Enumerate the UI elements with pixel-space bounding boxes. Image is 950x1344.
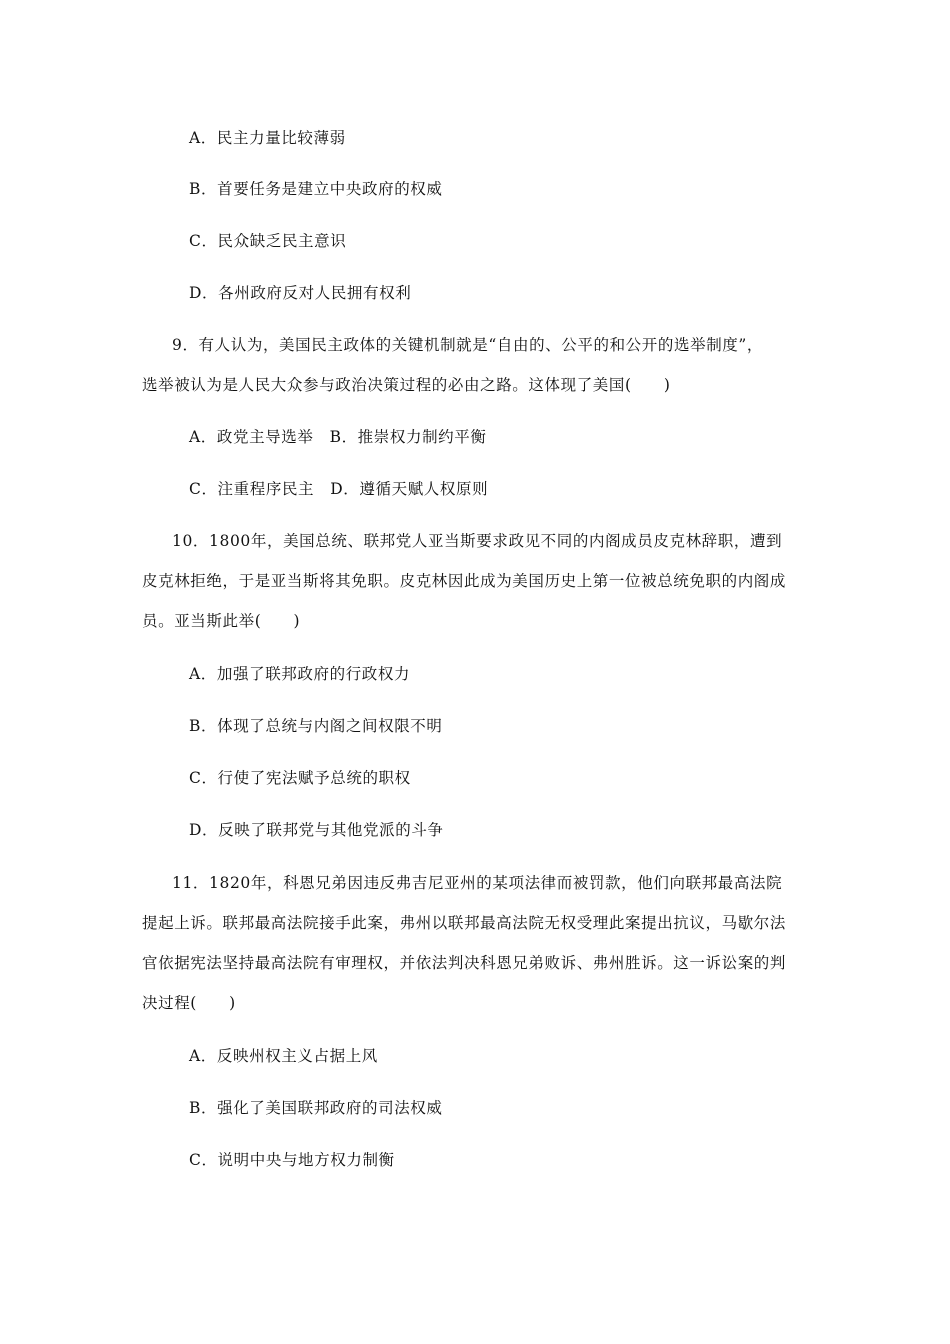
q10-stem-line-3: 员。亚当斯此举( )	[142, 612, 301, 630]
q8-option-d: D．各州政府反对人民拥有权利	[189, 284, 412, 302]
q8-option-b: B．首要任务是建立中央政府的权威	[189, 180, 443, 198]
q11-stem-line-1: 11．1820年，科恩兄弟因违反弗吉尼亚州的某项法律而被罚款，他们向联邦最高法院	[172, 874, 783, 892]
q10-option-c: C．行使了宪法赋予总统的职权	[189, 769, 411, 787]
q11-stem-line-2: 提起上诉。联邦最高法院接手此案，弗州以联邦最高法院无权受理此案提出抗议，马歇尔法	[142, 914, 787, 932]
q11-stem-line-3: 官依据宪法坚持最高法院有审理权，并依法判决科恩兄弟败诉、弗州胜诉。这一诉讼案的判	[142, 954, 787, 972]
q11-option-a: A．反映州权主义占据上风	[189, 1047, 378, 1065]
q10-option-a: A．加强了联邦政府的行政权力	[189, 665, 411, 683]
q10-stem-line-2: 皮克林拒绝，于是亚当斯将其免职。皮克林因此成为美国历史上第一位被总统免职的内阁成	[142, 572, 787, 590]
q10-stem-line-1: 10．1800年，美国总统、联邦党人亚当斯要求政见不同的内阁成员皮克林辞职，遭到	[172, 532, 783, 550]
q11-option-b: B．强化了美国联邦政府的司法权威	[189, 1099, 443, 1117]
q11-stem-line-4: 决过程( )	[142, 994, 236, 1012]
q10-option-d: D．反映了联邦党与其他党派的斗争	[189, 821, 444, 839]
q9-options-ab: A．政党主导选举 B．推崇权力制约平衡	[189, 428, 487, 446]
q9-stem-line-1: 9．有人认为，美国民主政体的关键机制就是“自由的、公平的和公开的选举制度”，	[172, 336, 764, 354]
q8-option-a: A．民主力量比较薄弱	[189, 129, 346, 147]
q9-stem-line-2: 选举被认为是人民大众参与政治决策过程的必由之路。这体现了美国( )	[142, 376, 671, 394]
q10-option-b: B．体现了总统与内阁之间权限不明	[189, 717, 443, 735]
q11-option-c: C．说明中央与地方权力制衡	[189, 1151, 395, 1169]
q9-options-cd: C．注重程序民主 D．遵循天赋人权原则	[189, 480, 489, 498]
q8-option-c: C．民众缺乏民主意识	[189, 232, 347, 250]
